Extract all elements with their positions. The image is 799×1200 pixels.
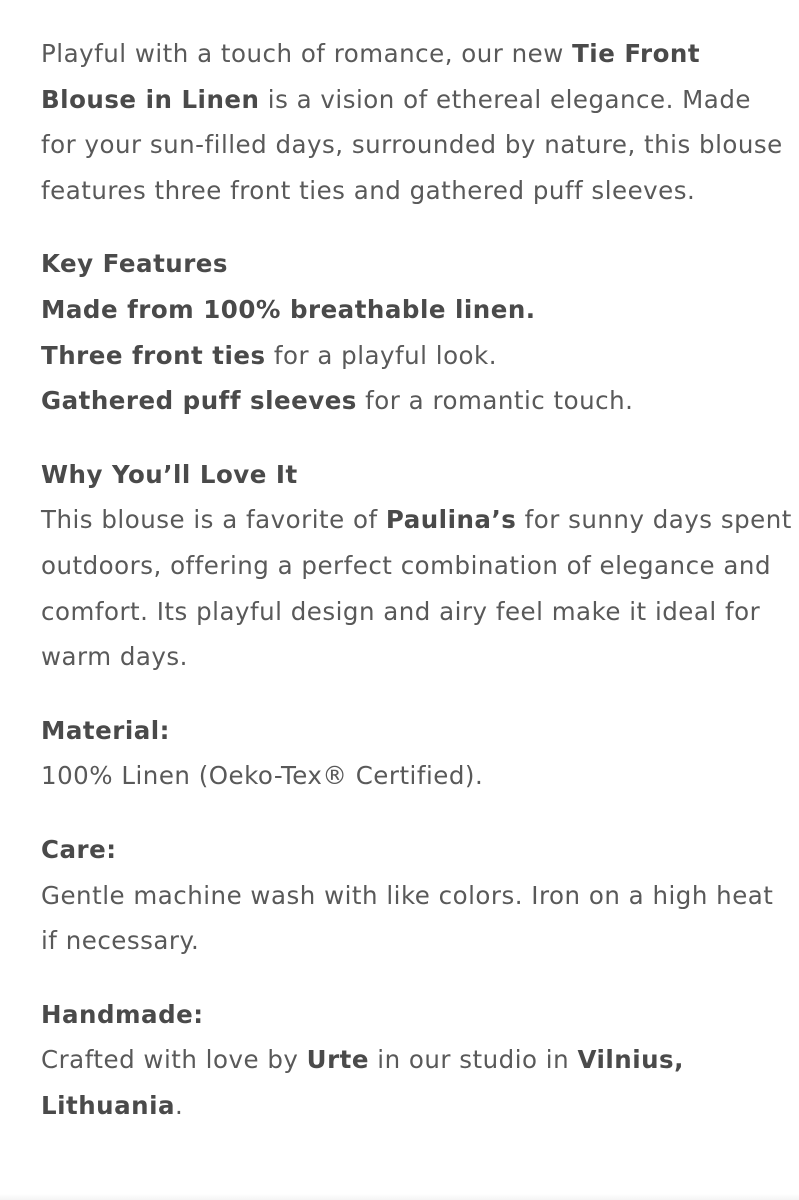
key-features-heading: Key Features: [41, 249, 228, 279]
studio-location: Vilnius, Lithuania: [41, 1045, 684, 1120]
artisan-name: Urte: [306, 1045, 369, 1075]
why-love-heading: Why You’ll Love It: [41, 459, 298, 489]
why-love-section: [41, 452, 793, 680]
care-text: Gentle machine wash with like colors. Iron on a high heat if necessary.: [41, 880, 774, 956]
handmade-text-2: in our studio in: [368, 1045, 578, 1075]
handmade-text-3: .: [175, 1090, 184, 1120]
feature-item-text: for a romantic touch.: [356, 386, 634, 416]
product-description: [41, 31, 793, 1156]
key-features-section: [41, 241, 793, 423]
feature-item-text: for a playful look.: [265, 340, 498, 370]
designer-name: Paulina’s: [385, 505, 517, 535]
care-heading: Care:: [41, 834, 117, 864]
feature-item: [41, 287, 793, 333]
material-text: 100% Linen (Oeko-Tex® Certified).: [41, 761, 484, 791]
feature-item: [41, 378, 793, 424]
material-heading: Material:: [41, 715, 170, 745]
intro-section: [41, 31, 793, 213]
feature-item-bold: Three front ties: [41, 340, 266, 370]
feature-item-bold: Made from 100% breathable linen.: [41, 294, 536, 324]
feature-item-bold: Gathered puff sleeves: [41, 386, 357, 416]
bottom-edge: [0, 1194, 799, 1200]
product-name: Tie Front Blouse in Linen: [41, 39, 701, 114]
intro-text-1: Playful with a touch of romance, our new: [41, 39, 573, 68]
handmade-paragraph: [41, 1037, 793, 1128]
feature-item: [41, 333, 793, 379]
why-love-paragraph: [41, 497, 793, 679]
handmade-text-1: Crafted with love by: [41, 1045, 307, 1075]
why-love-text-1: This blouse is a favorite of: [41, 505, 386, 535]
handmade-heading: Handmade:: [41, 999, 204, 1029]
care-section: [41, 827, 793, 964]
intro-text-2: is a vision of ethereal elegance. Made for your sun-filled days, surrounded by nature, this blouse features three front ties and gathered puff sleeves.: [41, 84, 783, 205]
handmade-section: [41, 992, 793, 1129]
material-section: [41, 708, 793, 799]
why-love-text-2: for sunny days spent outdoors, offering a perfect combination of elegance and comfort. Its playful design and airy feel make it ideal for warm days.: [41, 505, 792, 672]
intro-paragraph: [41, 31, 793, 213]
